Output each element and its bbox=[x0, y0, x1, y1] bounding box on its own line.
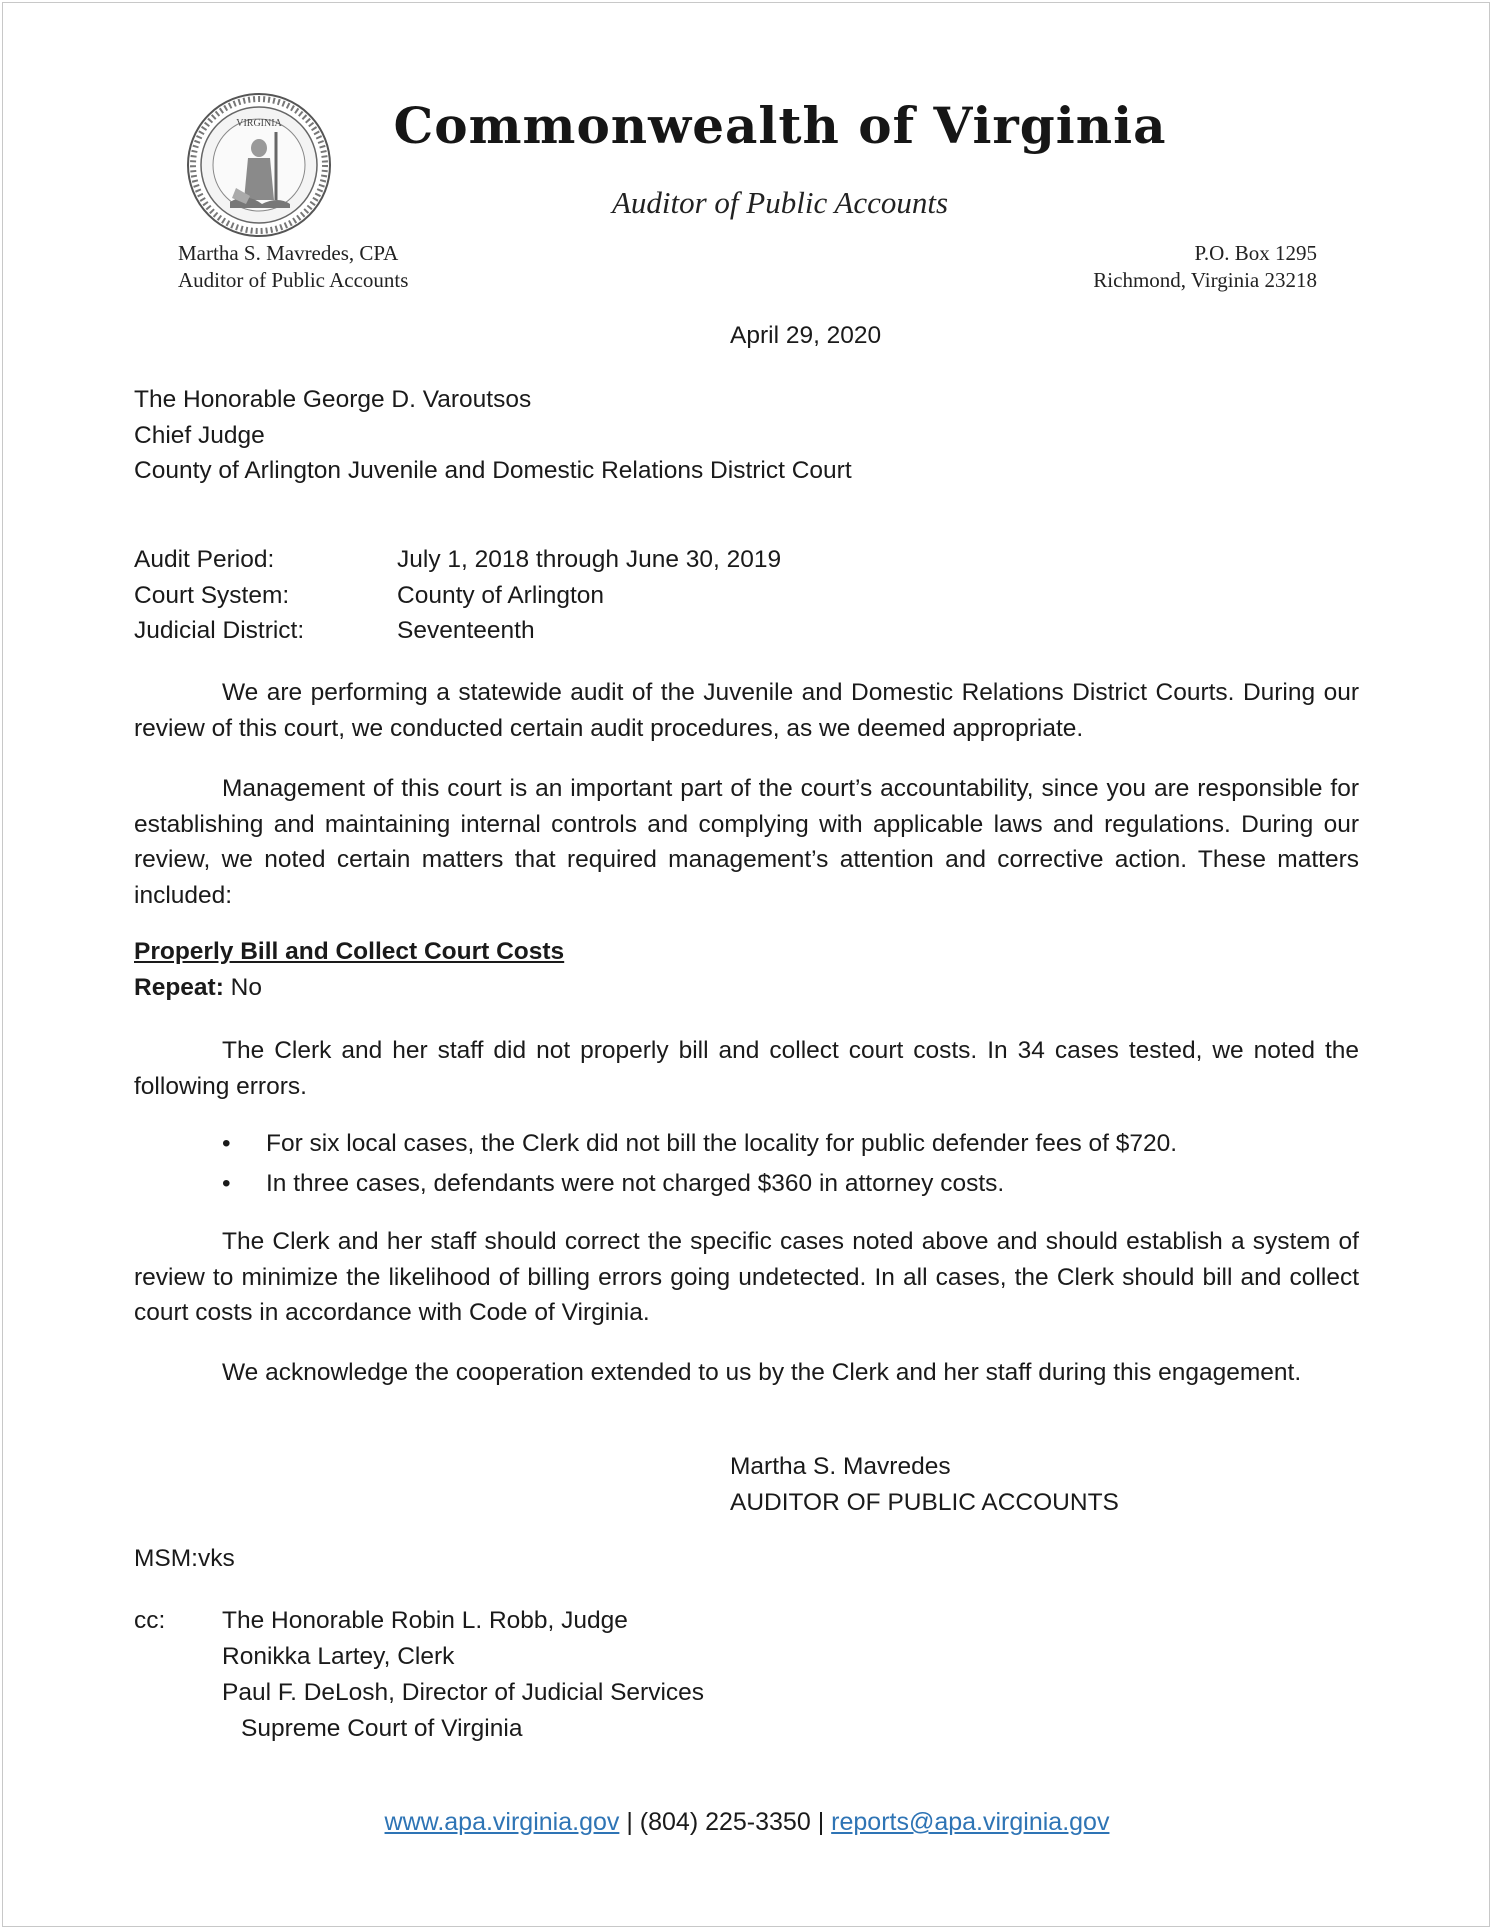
signature-block bbox=[730, 1449, 1119, 1521]
management-paragraph-block bbox=[134, 771, 1359, 913]
cc-line: The Honorable Robin L. Robb, Judge bbox=[222, 1607, 628, 1634]
letterhead-title: Commonwealth of Virginia bbox=[393, 96, 1167, 155]
meta-value: Seventeenth bbox=[397, 617, 535, 644]
audit-meta-block bbox=[134, 542, 781, 649]
repeat-line bbox=[134, 974, 262, 1002]
cc-block bbox=[134, 1603, 704, 1747]
bullet-icon: • bbox=[222, 1130, 231, 1157]
meta-row bbox=[134, 613, 781, 649]
finding-bullet-list bbox=[222, 1124, 1177, 1204]
signature-title: AUDITOR OF PUBLIC ACCOUNTS bbox=[730, 1489, 1119, 1516]
acknowledge-paragraph: We acknowledge the cooperation extended to us by the Clerk and her staff during this engagement. bbox=[222, 1359, 1302, 1386]
recipient-line: County of Arlington Juvenile and Domestic Relations District Court bbox=[134, 457, 852, 484]
repeat-label: Repeat: bbox=[134, 974, 224, 1001]
footer-separator: | bbox=[626, 1808, 633, 1836]
bullet-text: For six local cases, the Clerk did not bill the locality for public defender fees of $720. bbox=[266, 1130, 1178, 1157]
meta-label: Audit Period: bbox=[134, 546, 275, 573]
recipient-block bbox=[134, 382, 1359, 489]
intro-paragraph-block bbox=[134, 675, 1359, 746]
cc-label: cc: bbox=[134, 1607, 166, 1634]
meta-row bbox=[134, 578, 781, 614]
meta-row bbox=[134, 542, 781, 578]
recipient-line: Chief Judge bbox=[134, 421, 265, 449]
meta-value: County of Arlington bbox=[397, 581, 605, 609]
finding-paragraph: The Clerk and her staff did not properly bill and collect court costs. In 34 cases tested, we noted the following errors. bbox=[134, 1037, 1359, 1100]
management-paragraph: Management of this court is an important part of the court’s accountability, since you are responsible for establishing and maintaining internal controls and complying with applicable laws and regulations. During our review, we noted certain matters that required management’s attention and corrective action. These matters included: bbox=[134, 775, 1359, 909]
signature-name: Martha S. Mavredes bbox=[730, 1453, 951, 1480]
auditor-role: Auditor of Public Accounts bbox=[178, 268, 409, 292]
cc-line: Ronikka Lartey, Clerk bbox=[222, 1643, 455, 1670]
website-link[interactable]: www.apa.virginia.gov bbox=[384, 1808, 620, 1836]
acknowledge-paragraph-block bbox=[134, 1355, 1359, 1391]
address-line-1: P.O. Box 1295 bbox=[1194, 241, 1317, 265]
cc-line: Paul F. DeLosh, Director of Judicial Services bbox=[222, 1679, 705, 1706]
meta-value: July 1, 2018 through June 30, 2019 bbox=[397, 546, 782, 573]
recipient-line: The Honorable George D. Varoutsos bbox=[134, 386, 532, 413]
address-line-2: Richmond, Virginia 23218 bbox=[1093, 268, 1317, 292]
footer-phone: (804) 225-3350 bbox=[639, 1808, 811, 1836]
intro-paragraph: We are performing a statewide audit of the Juvenile and Domestic Relations District Courts. During our review of this court, we conducted certain audit procedures, as we deemed appropriate. bbox=[134, 679, 1359, 742]
auditor-name: Martha S. Mavredes, CPA bbox=[178, 241, 399, 265]
list-item bbox=[222, 1164, 1177, 1204]
meta-label: Judicial District: bbox=[134, 617, 305, 644]
letterhead-left-block bbox=[178, 240, 408, 294]
cc-list bbox=[222, 1603, 704, 1747]
virginia-seal-icon bbox=[186, 92, 332, 238]
list-item bbox=[222, 1124, 1177, 1164]
footer-contact bbox=[0, 1808, 1494, 1837]
cc-line: Supreme Court of Virginia bbox=[241, 1715, 523, 1742]
finding-heading: Properly Bill and Collect Court Costs bbox=[134, 938, 565, 965]
finding-paragraph-block bbox=[134, 1033, 1359, 1104]
seal-text: VIRGINIA bbox=[236, 118, 282, 129]
letter-date: April 29, 2020 bbox=[730, 322, 882, 349]
repeat-value: No bbox=[230, 974, 262, 1001]
reference-initials: MSM:vks bbox=[134, 1545, 235, 1572]
email-link[interactable]: reports@apa.virginia.gov bbox=[831, 1808, 1110, 1836]
letterhead-address-block bbox=[1093, 240, 1317, 294]
meta-label: Court System: bbox=[134, 581, 290, 609]
bullet-text: In three cases, defendants were not charged $360 in attorney costs. bbox=[266, 1170, 1005, 1197]
recommendation-paragraph: The Clerk and her staff should correct the specific cases noted above and should establish a system of review to minimize the likelihood of billing errors going undetected. In all cases, the Clerk should bill and collect court costs in accordance with Code of Virginia. bbox=[134, 1228, 1359, 1326]
footer-separator: | bbox=[817, 1808, 825, 1836]
letterhead-subtitle: Auditor of Public Accounts bbox=[611, 185, 949, 220]
bullet-icon: • bbox=[222, 1170, 231, 1197]
recommendation-paragraph-block bbox=[134, 1224, 1359, 1331]
